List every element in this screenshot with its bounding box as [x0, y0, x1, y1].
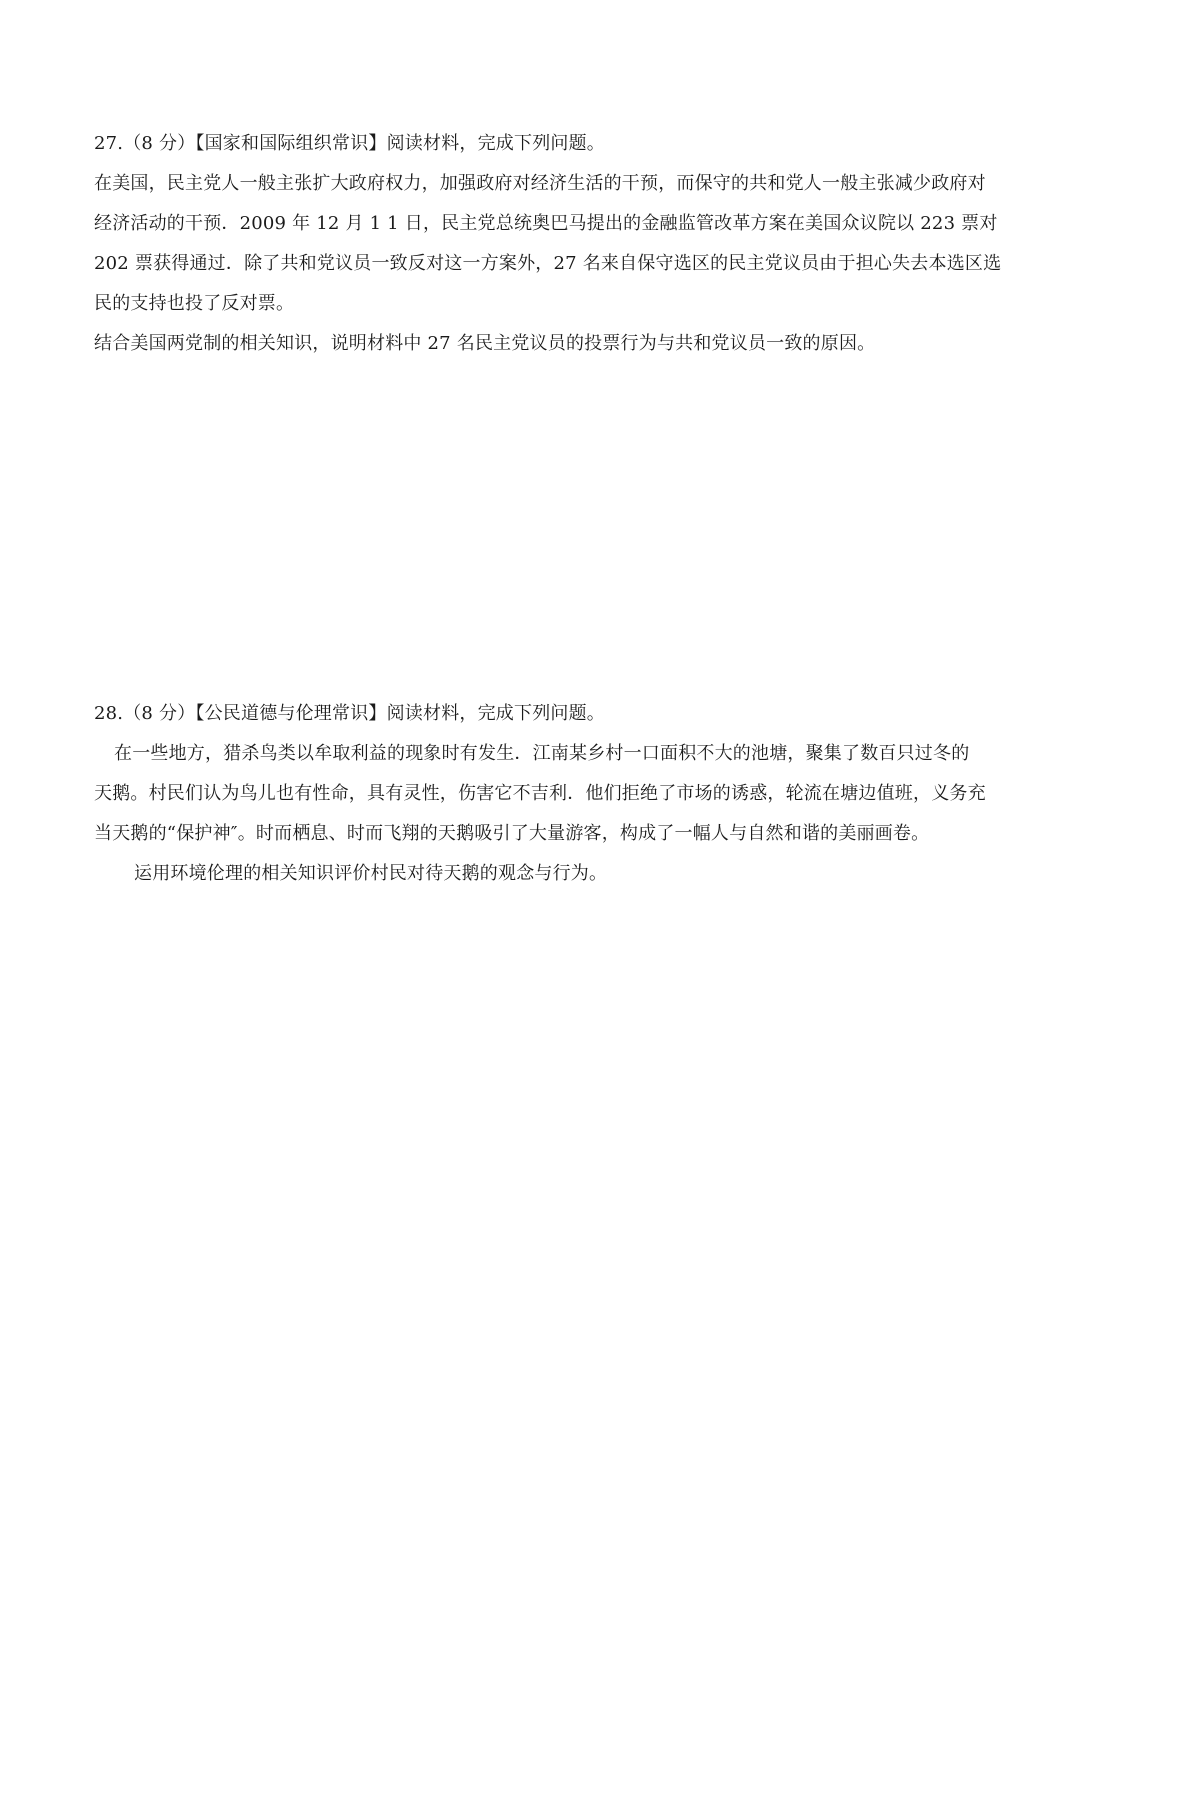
question-27-material-line: 202 票获得通过．除了共和党议员一致反对这一方案外，27 名来自保守选区的民主党议员由于担心失去本选区选 — [94, 253, 1002, 274]
question-27-material-line: 经济活动的干预．2009 年 12 月 1 1 日，民主党总统奥巴马提出的金融监管改革方案在美国众议院以 223 票对 — [94, 213, 998, 234]
question-28-material-line: 在一些地方，猎杀鸟类以牟取利益的现象时有发生．江南某乡村一口面积不大的池塘，聚集了数百只过冬的 — [114, 743, 970, 764]
question-28 — [94, 694, 1084, 894]
question-27-prompt: 结合美国两党制的相关知识，说明材料中 27 名民主党议员的投票行为与共和党议员一致的原因。 — [94, 333, 876, 354]
question-27 — [94, 124, 1084, 364]
question-28-prompt: 运用环境伦理的相关知识评价村民对待天鹅的观念与行为。 — [134, 863, 608, 884]
question-27-material-line: 民的支持也投了反对票。 — [94, 293, 295, 314]
question-28-header: 28.（8 分）【公民道德与伦理常识】阅读材料，完成下列问题。 — [94, 703, 605, 724]
question-28-material-line: 当天鹅的“保护神″。时而栖息、时而飞翔的天鹅吸引了大量游客，构成了一幅人与自然和谐的美丽画卷。 — [94, 823, 930, 844]
question-28-material-line: 天鹅。村民们认为鸟儿也有性命，具有灵性，伤害它不吉利．他们拒绝了市场的诱惑，轮流在塘边值班，义务充 — [94, 783, 986, 804]
question-27-material-line: 在美国，民主党人一般主张扩大政府权力，加强政府对经济生活的干预，而保守的共和党人一般主张减少政府对 — [94, 173, 986, 194]
question-27-header: 27.（8 分）【国家和国际组织常识】阅读材料，完成下列问题。 — [94, 133, 605, 154]
